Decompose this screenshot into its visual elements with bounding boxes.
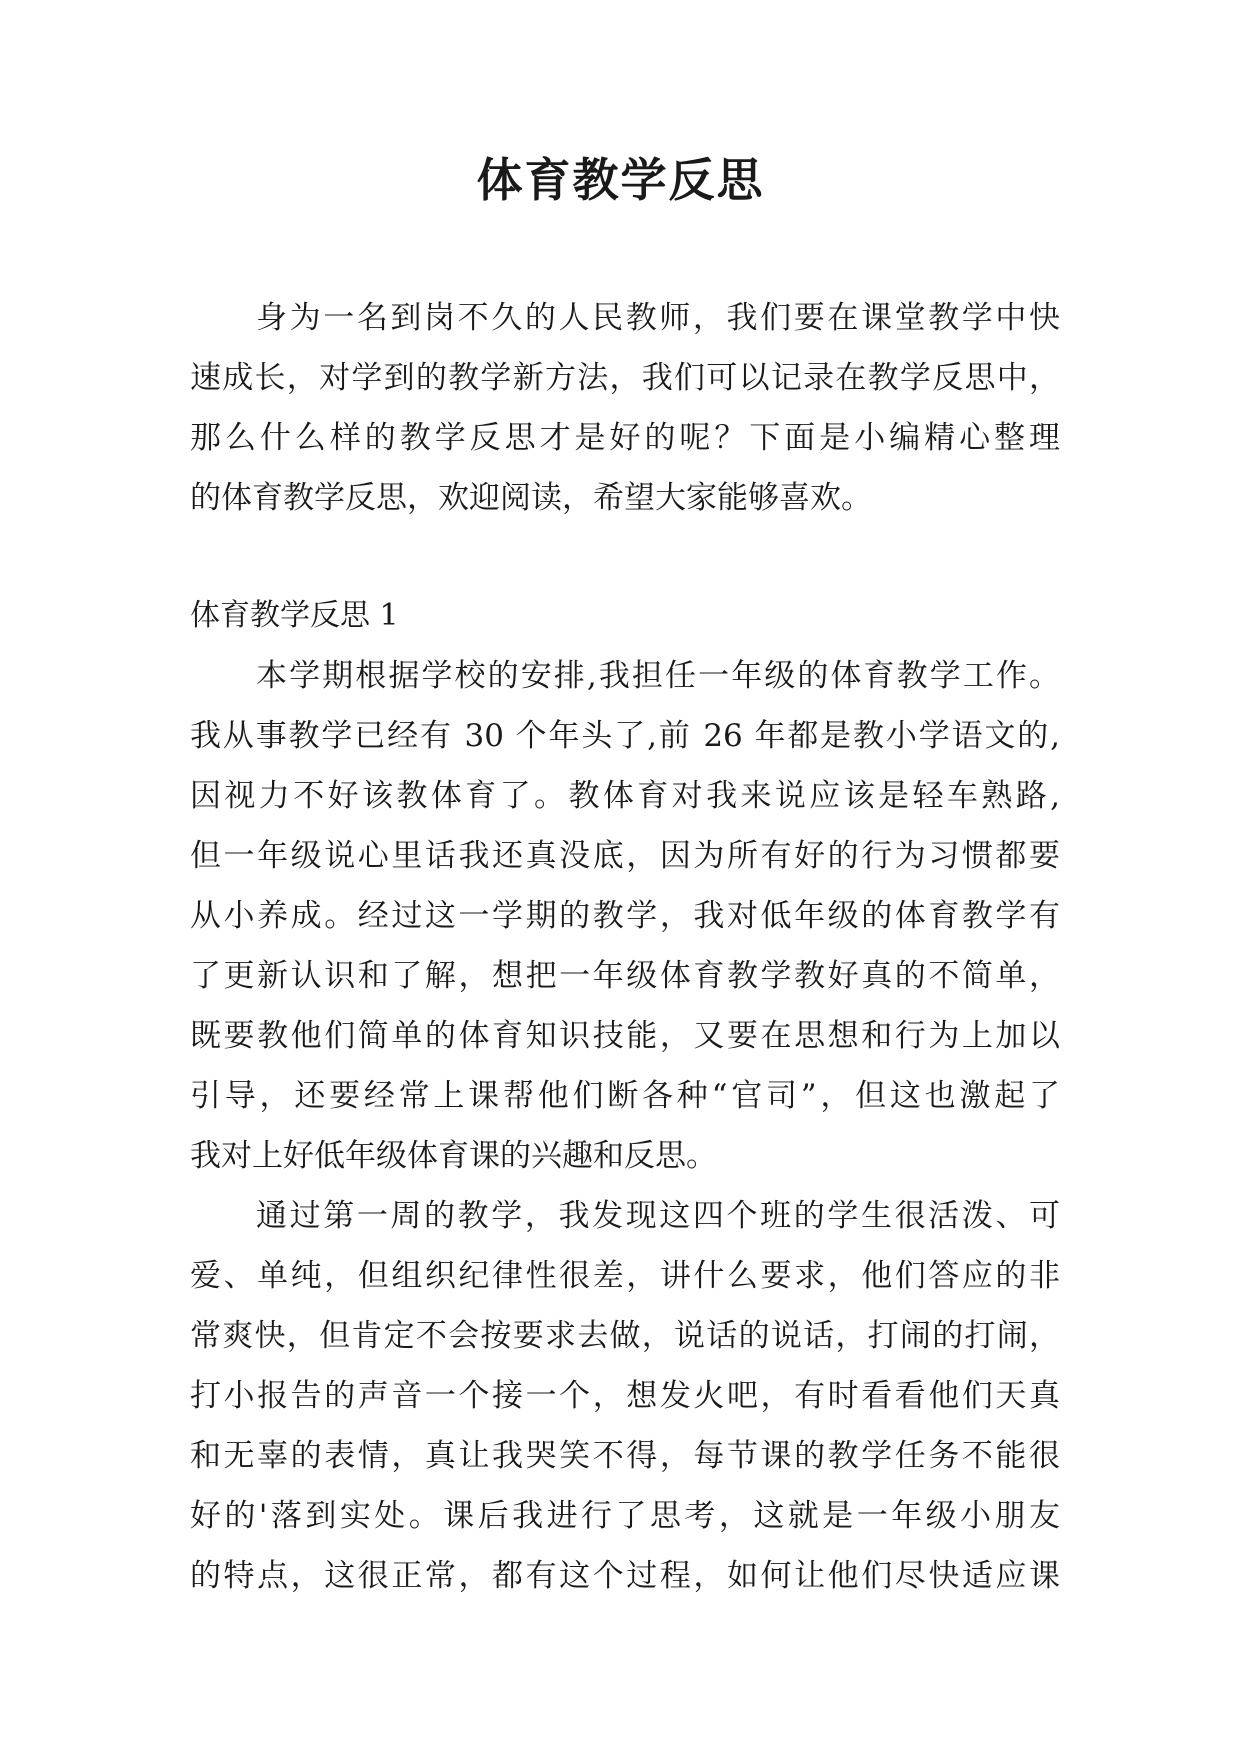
text-line: 的体育教学反思，欢迎阅读，希望大家能够喜欢。	[190, 480, 872, 516]
text-line: 本学期根据学校的安排,我担任一年级的体育教学工作。	[256, 658, 1060, 694]
text-line: 既要教他们简单的体育知识技能，又要在思想和行为上加以	[190, 1018, 1060, 1054]
text-line: 通过第一周的教学，我发现这四个班的学生很活泼、可	[256, 1198, 1060, 1234]
text-line: 我从事教学已经有 30 个年头了,前 26 年都是教小学语文的,	[190, 718, 1060, 754]
text-line: 那么什么样的教学反思才是好的呢？下面是小编精心整理	[190, 420, 1060, 456]
text-line: 从小养成。经过这一学期的教学，我对低年级的体育教学有	[190, 898, 1060, 934]
text-line: 因视力不好该教体育了。教体育对我来说应该是轻车熟路,	[190, 778, 1060, 814]
text-line: 身为一名到岗不久的人民教师，我们要在课堂教学中快	[256, 300, 1060, 336]
text-line: 引导，还要经常上课帮他们断各种“官司”，但这也激起了	[190, 1078, 1060, 1114]
text-line: 速成长，对学到的教学新方法，我们可以记录在教学反思中，	[190, 360, 1060, 396]
section-paragraph-2	[190, 1186, 1060, 1606]
paragraph-gap	[190, 528, 1060, 586]
text-line: 常爽快，但肯定不会按要求去做，说话的说话，打闹的打闹，	[190, 1318, 1060, 1354]
document-body	[190, 288, 1060, 1606]
document-title: 体育教学反思	[476, 153, 765, 207]
text-line: 但一年级说心里话我还真没底，因为所有好的行为习惯都要	[190, 838, 1060, 874]
text-line: 好的'落到实处。课后我进行了思考，这就是一年级小朋友	[190, 1498, 1060, 1534]
text-line: 的特点，这很正常，都有这个过程，如何让他们尽快适应课	[190, 1558, 1060, 1594]
text-line: 打小报告的声音一个接一个，想发火吧，有时看看他们天真	[190, 1378, 1060, 1414]
section-paragraph-1	[190, 646, 1060, 1186]
section-heading: 体育教学反思 1	[190, 598, 399, 633]
text-line: 和无辜的表情，真让我哭笑不得，每节课的教学任务不能很	[190, 1438, 1060, 1474]
intro-paragraph	[190, 288, 1060, 528]
text-line: 爱、单纯，但组织纪律性很差，讲什么要求，他们答应的非	[190, 1258, 1060, 1294]
text-line: 了更新认识和了解，想把一年级体育教学教好真的不简单，	[190, 958, 1060, 994]
text-line: 我对上好低年级体育课的兴趣和反思。	[190, 1138, 717, 1174]
